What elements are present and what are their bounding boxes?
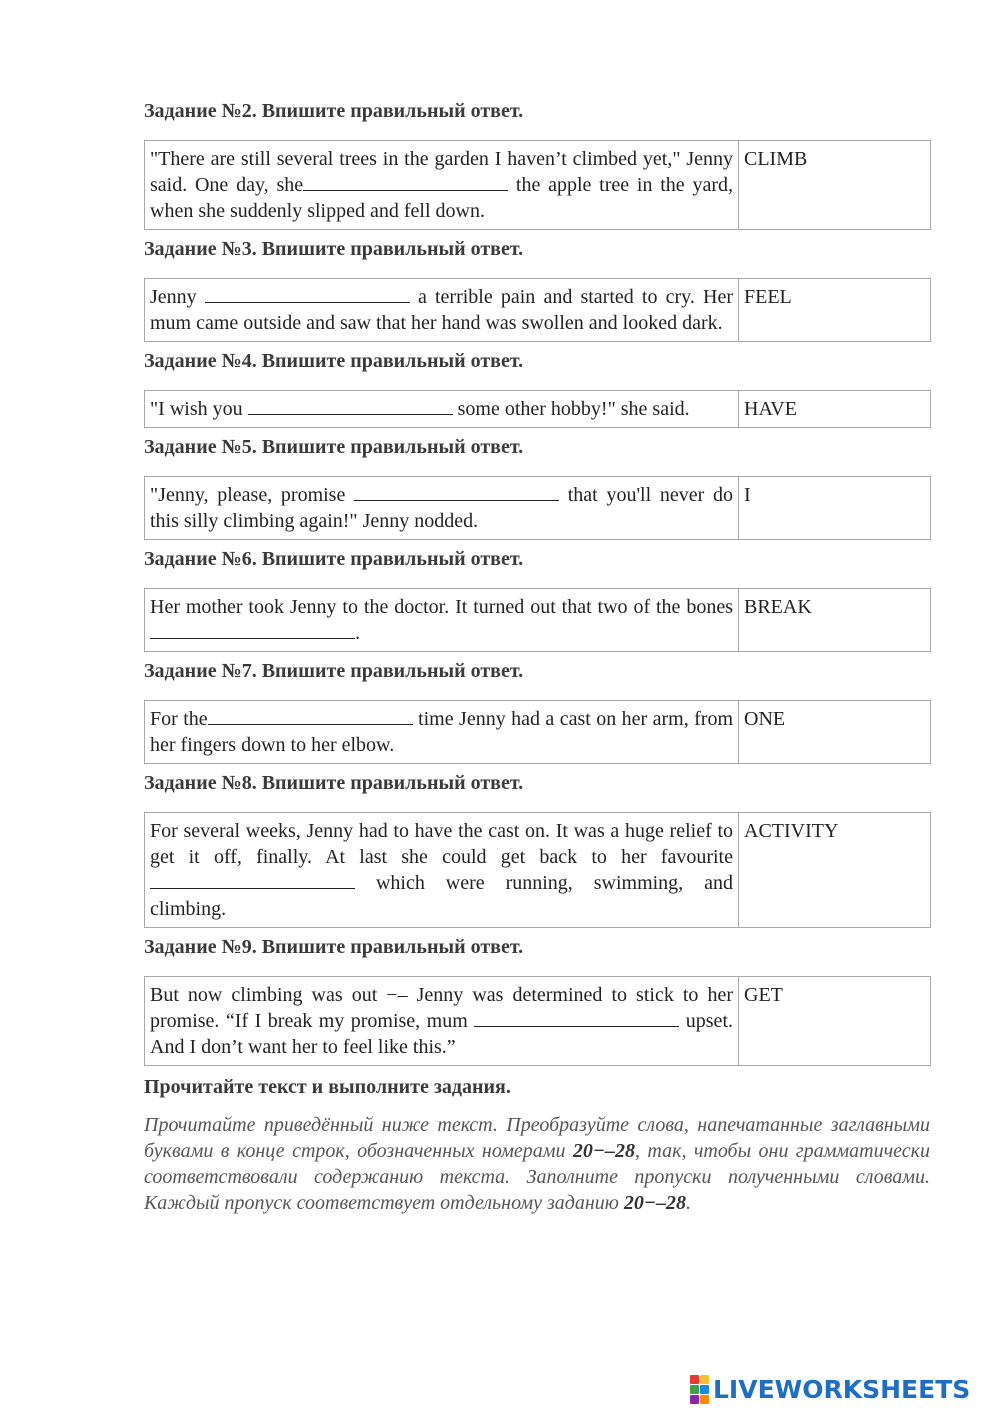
logo-square [690,1385,699,1394]
task-keyword: HAVE [739,391,931,428]
sentence-after: that you'll never do this silly climbing again!" Jenny nodded. [150,484,733,532]
task-keyword: I [739,477,931,540]
instruction-part2: , так, чтобы они грамматически соответствовали содержанию текста. Заполните пропуски полученными словами. Каждый пропуск соответствует отдельному заданию [144,1140,931,1214]
sentence-after: a terrible pain and started to cry. Her mum came outside and saw that her hand was swollen and looked dark. [150,286,733,334]
task-row [145,977,931,1066]
sentence-after: time Jenny had a cast on her arm, from her fingers down to her elbow. [150,708,733,756]
instruction-range1: 20−–28 [572,1140,636,1162]
task-row [145,391,931,428]
task-table [144,140,931,230]
task-table [144,278,931,342]
sentence-after: . [355,622,360,644]
sentence-before: Jenny [150,286,205,308]
task-table [144,812,931,928]
task-heading: Задание №8. Впишите правильный ответ. [144,772,524,794]
sentence-before: "I wish you [150,398,248,420]
task-heading: Задание №2. Впишите правильный ответ. [144,100,524,122]
task-table [144,390,931,428]
task-table [144,976,931,1066]
task-row [145,701,931,764]
logo-square [700,1395,709,1404]
logo-square [700,1385,709,1394]
sentence-after: upset. And I don’t want her to feel like this.” [150,1010,733,1058]
sentence-after: which were running, swimming, and climbing. [150,872,733,920]
task-sentence [145,701,739,764]
task-keyword: CLIMB [739,141,931,230]
task-heading: Задание №9. Впишите правильный ответ. [144,936,524,958]
logo-square [700,1375,709,1384]
task-row [145,813,931,928]
logo-square [690,1375,699,1384]
task-keyword: ACTIVITY [739,813,931,928]
answer-blank[interactable] [150,620,355,639]
task-row [145,141,931,230]
answer-blank[interactable] [474,1008,679,1027]
brand-text: LIVEWORKSHEETS [713,1374,971,1404]
sentence-before: But now climbing was out −– Jenny was determined to stick to her promise. “If I break my promise, mum [150,984,733,1032]
task-heading: Задание №6. Впишите правильный ответ. [144,548,524,570]
task-row [145,477,931,540]
task-keyword: ONE [739,701,931,764]
sentence-before: For several weeks, Jenny had to have the cast on. It was a huge relief to get it off, finally. At last she could get back to her favourite [150,820,733,868]
task-sentence [145,141,739,230]
task-sentence [145,477,739,540]
task-sentence [145,279,739,342]
answer-blank[interactable] [303,172,508,191]
instruction-range2: 20−–28 [623,1192,687,1214]
sentence-after: the apple tree in the yard, when she suddenly slipped and fell down. [150,174,733,222]
task-sentence [145,391,739,428]
logo-grid-icon [690,1375,709,1404]
task-row [145,589,931,652]
task-keyword: GET [739,977,931,1066]
task-table [144,476,931,540]
task-sentence [145,813,739,928]
task-heading: Задание №7. Впишите правильный ответ. [144,660,524,682]
answer-blank[interactable] [248,396,453,415]
sentence-before: "Jenny, please, promise [150,484,355,506]
logo-square [690,1395,699,1404]
instruction-text [144,1112,930,1216]
task-sentence [145,977,739,1066]
answer-blank[interactable] [354,482,559,501]
sentence-before: Her mother took Jenny to the doctor. It turned out that two of the bones [150,596,733,618]
answer-blank[interactable] [205,284,410,303]
task-heading: Задание №3. Впишите правильный ответ. [144,238,524,260]
task-table [144,700,931,764]
task-keyword: BREAK [739,589,931,652]
task-keyword: FEEL [739,279,931,342]
sentence-after: some other hobby!" she said. [452,398,690,420]
worksheet-page [144,100,930,1216]
task-heading: Задание №4. Впишите правильный ответ. [144,350,524,372]
instruction-part1: Прочитайте приведённый ниже текст. Преобразуйте слова, напечатанные заглавными буквами в конце строк, обозначенных номерами [144,1114,930,1162]
task-sentence [145,589,739,652]
answer-blank[interactable] [208,706,413,725]
sentence-before: "There are still several trees in the garden I haven’t climbed yet," Jenny said. One day, she [150,148,733,196]
answer-blank[interactable] [150,870,355,889]
read-heading: Прочитайте текст и выполните задания. [144,1076,511,1098]
task-row [145,279,931,342]
task-table [144,588,931,652]
sentence-before: For the [150,708,208,730]
task-heading: Задание №5. Впишите правильный ответ. [144,436,524,458]
instruction-part3: . [686,1192,692,1214]
task-list [144,100,930,1066]
liveworksheets-logo [690,1376,970,1402]
